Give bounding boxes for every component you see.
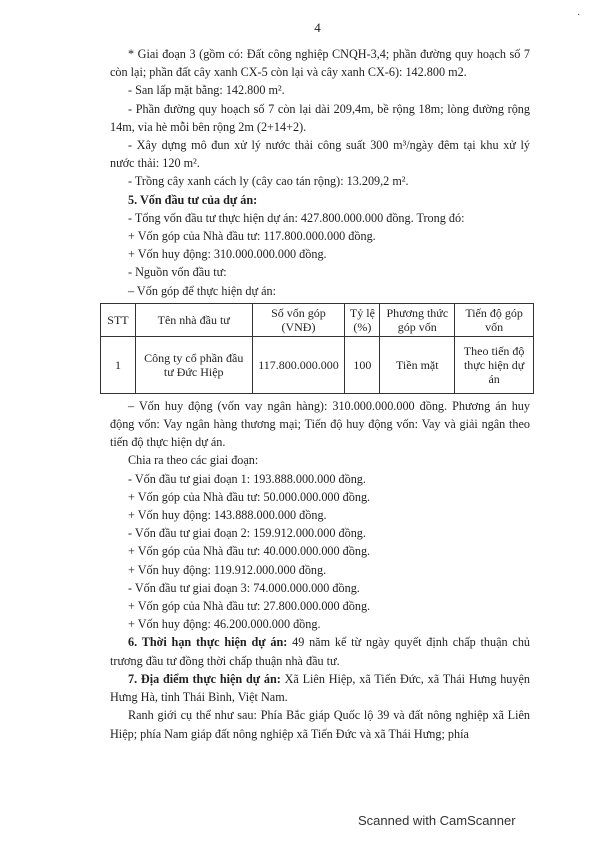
paragraph-total-capital: - Tổng vốn đầu tư thực hiện dự án: 427.800.000.000 đồng. Trong đó: (128, 210, 465, 225)
paragraph-boundaries: Ranh giới cụ thể như sau: Phía Bắc giáp Quốc lộ 39 và đất nông nghiệp xã Liên Hiệp; phía Nam giáp đất nông nghiệp xã Tiến Đức và xã Thái Hưng; phía (110, 708, 530, 741)
section-heading-7: 7. Địa điểm thực hiện dự án: (128, 671, 281, 686)
paragraph-phase1-investor: + Vốn góp của Nhà đầu tư: 50.000.000.000 đồng. (128, 489, 371, 504)
table-header: Tỷ lệ (%) (345, 303, 380, 336)
table-row (101, 336, 534, 393)
table-cell: Theo tiến độ thực hiện dự án (455, 336, 534, 393)
table-header: STT (101, 303, 136, 336)
table-header-row (101, 303, 534, 336)
paragraph-phases-intro: Chia ra theo các giai đoạn: (128, 453, 259, 468)
table-header: Phương thức góp vốn (380, 303, 455, 336)
paragraph-investor-capital: + Vốn góp của Nhà đầu tư: 117.800.000.000 đồng. (128, 229, 376, 244)
corner-mark: · (577, 10, 581, 21)
paragraph-road7: - Phần đường quy hoạch số 7 còn lại dài 209,4m, bề rộng 18m; lòng đường rộng 14m, vỉa hè mỗi bên rộng 2m (2+14+2). (110, 101, 530, 134)
page-number: 4 (314, 20, 321, 35)
scanner-watermark: Scanned with CamScanner (358, 813, 516, 828)
table-header: Số vốn góp (VNĐ) (252, 303, 345, 336)
paragraph-leveling: - San lấp mặt bằng: 142.800 m². (128, 83, 285, 98)
paragraph-phase2-investor: + Vốn góp của Nhà đầu tư: 40.000.000.000 đồng. (128, 544, 371, 559)
table-header: Tên nhà đầu tư (135, 303, 252, 336)
table-cell: Tiền mặt (380, 336, 455, 393)
paragraph-location (110, 670, 530, 706)
paragraph-duration (110, 633, 530, 669)
document-body (107, 45, 531, 743)
paragraph-phase3: * Giai đoạn 3 (gồm có: Đất công nghiệp CNQH-3,4; phần đường quy hoạch số 7 còn lại; phần đất cây xanh CX-5 còn lại và cây xanh CX-6): 142.800 m2. (110, 47, 530, 80)
table-cell: 100 (345, 336, 380, 393)
paragraph-phase2-mobilized: + Vốn huy động: 119.912.000.000 đồng. (128, 562, 327, 577)
table-cell: 1 (101, 336, 136, 393)
location-text: Xã Liên Hiệp, xã Tiến Đức, xã Thái Hưng huyện Hưng Hà, tỉnh Thái Bình, Việt Nam. (110, 671, 530, 705)
paragraph-mobilized-capital: + Vốn huy động: 310.000.000.000 đồng. (128, 247, 327, 262)
investor-table (100, 303, 534, 394)
table-header: Tiến độ góp vốn (455, 303, 534, 336)
section-heading-5: 5. Vốn đầu tư của dự án: (128, 192, 258, 207)
paragraph-greenery: - Trồng cây xanh cách ly (cây cao tán rộng): 13.209,2 m². (128, 174, 409, 189)
paragraph-phase3-investor: + Vốn góp của Nhà đầu tư: 27.800.000.000 đồng. (128, 599, 371, 614)
paragraph-phase1-total: - Vốn đầu tư giai đoạn 1: 193.888.000.000 đồng. (128, 471, 366, 486)
paragraph-capital-source: - Nguồn vốn đầu tư: (128, 265, 227, 280)
paragraph-bank-loan: – Vốn huy động (vốn vay ngân hàng): 310.000.000.000 đồng. Phương án huy động vốn: Vay ngân hàng thương mại; Tiến độ huy động vốn: Vay và giải ngân theo tiến độ thực hiện dự án. (110, 398, 530, 450)
paragraph-wastewater: - Xây dựng mô đun xử lý nước thải công suất 300 m³/ngày đêm tại khu xử lý nước thải: 120 m². (110, 138, 530, 171)
table-cell: 117.800.000.000 (252, 336, 345, 393)
paragraph-phase3-total: - Vốn đầu tư giai đoạn 3: 74.000.000.000 đồng. (128, 580, 360, 595)
table-cell: Công ty cổ phần đầu tư Đức Hiệp (135, 336, 252, 393)
paragraph-phase2-total: - Vốn đầu tư giai đoạn 2: 159.912.000.000 đồng. (128, 526, 366, 541)
paragraph-phase3-mobilized: + Vốn huy động: 46.200.000.000 đồng. (128, 617, 321, 632)
paragraph-contribution: – Vốn góp để thực hiện dự án: (128, 283, 277, 298)
duration-text: 49 năm kể từ ngày quyết định chấp thuận chủ trương đầu tư đồng thời chấp thuận nhà đầu tư. (110, 635, 531, 668)
section-heading-6: 6. Thời hạn thực hiện dự án: (128, 635, 288, 650)
paragraph-phase1-mobilized: + Vốn huy động: 143.888.000.000 đồng. (128, 508, 327, 523)
